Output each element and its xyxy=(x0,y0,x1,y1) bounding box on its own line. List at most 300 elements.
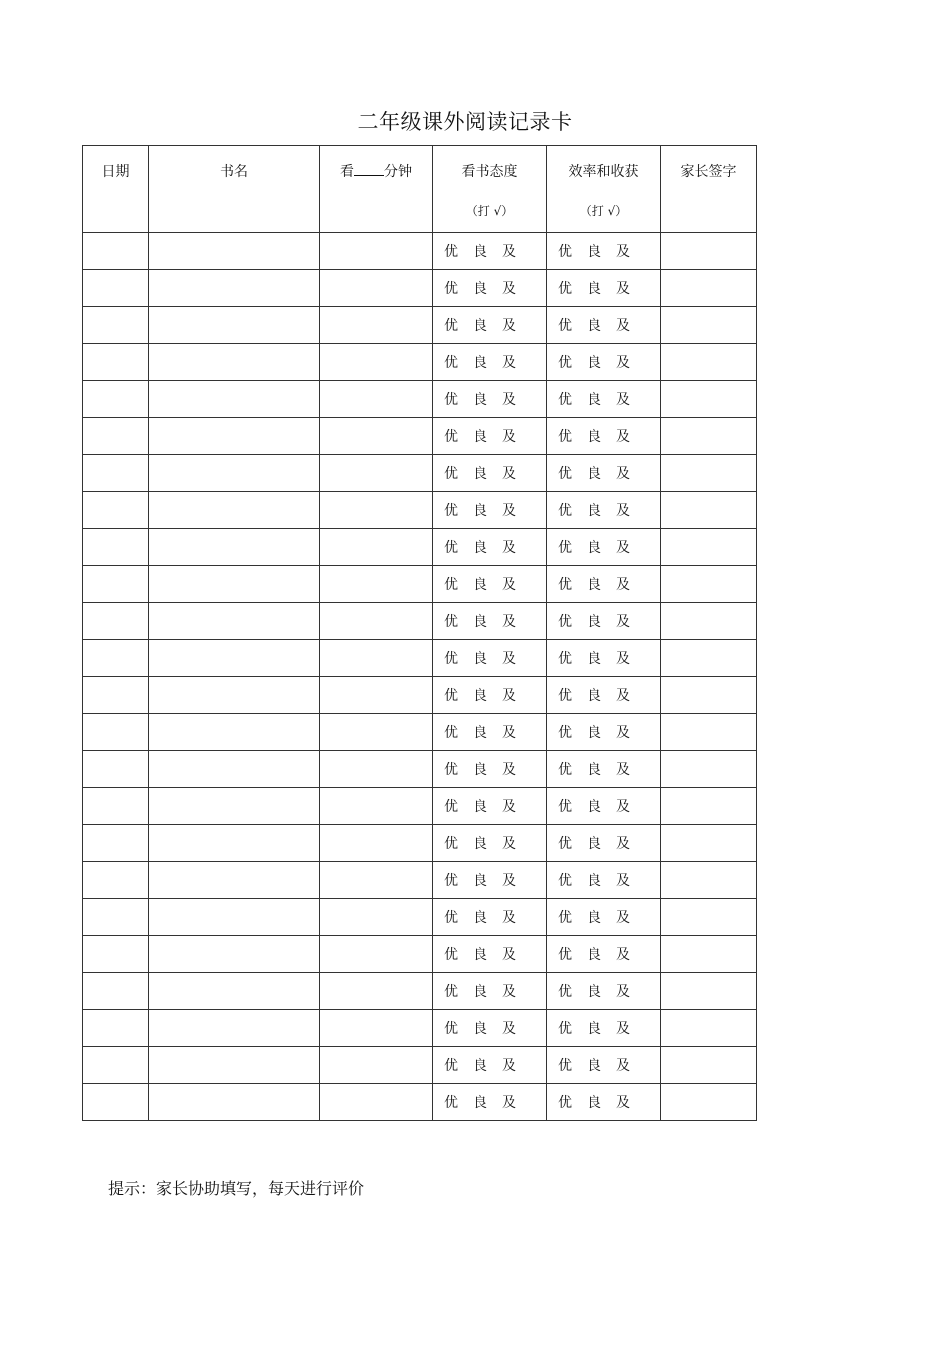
attitude-rating-cell xyxy=(433,1084,547,1121)
minutes-cell[interactable] xyxy=(320,862,433,899)
rating-option[interactable]: 优 xyxy=(558,910,572,926)
rating-option[interactable]: 良 xyxy=(473,873,487,889)
rating-option[interactable]: 良 xyxy=(473,281,487,297)
rating-option[interactable]: 良 xyxy=(473,984,487,1000)
rating-option[interactable]: 良 xyxy=(587,466,601,482)
rating-option[interactable]: 及 xyxy=(502,984,516,1000)
attitude-rating-options xyxy=(433,574,546,594)
attitude-rating-options xyxy=(433,722,546,742)
signature-cell[interactable] xyxy=(661,825,757,862)
rating-option[interactable]: 及 xyxy=(502,910,516,926)
date-cell[interactable] xyxy=(83,455,149,492)
rating-option[interactable]: 及 xyxy=(616,873,630,889)
minutes-cell[interactable] xyxy=(320,1010,433,1047)
rating-option[interactable]: 及 xyxy=(616,910,630,926)
minutes-cell[interactable] xyxy=(320,1084,433,1121)
rating-option[interactable]: 优 xyxy=(444,1095,458,1111)
rating-option[interactable]: 良 xyxy=(587,1095,601,1111)
minutes-cell[interactable] xyxy=(320,270,433,307)
rating-option[interactable]: 优 xyxy=(444,577,458,593)
rating-option[interactable]: 良 xyxy=(587,799,601,815)
efficiency-rating-cell xyxy=(547,492,661,529)
rating-option[interactable]: 及 xyxy=(502,1021,516,1037)
rating-option[interactable]: 良 xyxy=(587,836,601,852)
rating-option[interactable]: 及 xyxy=(502,281,516,297)
rating-option[interactable]: 良 xyxy=(473,318,487,334)
signature-cell[interactable] xyxy=(661,677,757,714)
rating-option[interactable]: 优 xyxy=(558,392,572,408)
rating-option[interactable]: 及 xyxy=(502,466,516,482)
book-cell[interactable] xyxy=(149,381,320,418)
rating-option[interactable]: 及 xyxy=(502,873,516,889)
rating-option[interactable]: 及 xyxy=(616,577,630,593)
date-cell[interactable] xyxy=(83,973,149,1010)
efficiency-rating-cell xyxy=(547,455,661,492)
rating-option[interactable]: 优 xyxy=(558,1058,572,1074)
signature-cell[interactable] xyxy=(661,307,757,344)
signature-cell[interactable] xyxy=(661,492,757,529)
rating-option[interactable]: 良 xyxy=(587,503,601,519)
efficiency-rating-options xyxy=(547,241,660,261)
book-cell[interactable] xyxy=(149,973,320,1010)
rating-option[interactable]: 及 xyxy=(616,799,630,815)
rating-option[interactable]: 优 xyxy=(444,429,458,445)
book-cell[interactable] xyxy=(149,1010,320,1047)
header-efficiency xyxy=(547,146,661,233)
table-row xyxy=(83,455,757,492)
rating-option[interactable]: 优 xyxy=(558,429,572,445)
rating-option[interactable]: 优 xyxy=(444,355,458,371)
attitude-rating-options xyxy=(433,1018,546,1038)
minutes-cell[interactable] xyxy=(320,529,433,566)
rating-option[interactable]: 及 xyxy=(502,688,516,704)
minutes-cell[interactable] xyxy=(320,455,433,492)
minutes-cell[interactable] xyxy=(320,677,433,714)
attitude-rating-options xyxy=(433,278,546,298)
rating-option[interactable]: 及 xyxy=(616,688,630,704)
book-cell[interactable] xyxy=(149,1084,320,1121)
signature-cell[interactable] xyxy=(661,529,757,566)
rating-option[interactable]: 良 xyxy=(473,651,487,667)
rating-option[interactable]: 优 xyxy=(558,577,572,593)
rating-option[interactable]: 优 xyxy=(444,1058,458,1074)
rating-option[interactable]: 及 xyxy=(502,577,516,593)
rating-option[interactable]: 优 xyxy=(444,836,458,852)
efficiency-rating-cell xyxy=(547,529,661,566)
table-row xyxy=(83,381,757,418)
date-cell[interactable] xyxy=(83,825,149,862)
book-cell[interactable] xyxy=(149,455,320,492)
rating-option[interactable]: 及 xyxy=(616,392,630,408)
rating-option[interactable]: 及 xyxy=(616,540,630,556)
signature-cell[interactable] xyxy=(661,455,757,492)
minutes-cell[interactable] xyxy=(320,492,433,529)
date-cell[interactable] xyxy=(83,1084,149,1121)
rating-option[interactable]: 良 xyxy=(473,355,487,371)
rating-option[interactable]: 及 xyxy=(502,1095,516,1111)
book-cell[interactable] xyxy=(149,751,320,788)
rating-option[interactable]: 及 xyxy=(616,466,630,482)
minutes-cell[interactable] xyxy=(320,1047,433,1084)
rating-option[interactable]: 优 xyxy=(444,540,458,556)
date-cell[interactable] xyxy=(83,529,149,566)
rating-option[interactable]: 优 xyxy=(558,503,572,519)
attitude-rating-cell xyxy=(433,529,547,566)
efficiency-rating-cell xyxy=(547,1010,661,1047)
book-cell[interactable] xyxy=(149,270,320,307)
rating-option[interactable]: 优 xyxy=(444,688,458,704)
rating-option[interactable]: 优 xyxy=(558,1095,572,1111)
date-cell[interactable] xyxy=(83,1047,149,1084)
rating-option[interactable]: 优 xyxy=(558,836,572,852)
rating-option[interactable]: 良 xyxy=(473,1058,487,1074)
minutes-cell[interactable] xyxy=(320,973,433,1010)
date-cell[interactable] xyxy=(83,714,149,751)
rating-option[interactable]: 良 xyxy=(473,725,487,741)
signature-cell[interactable] xyxy=(661,344,757,381)
date-cell[interactable] xyxy=(83,751,149,788)
date-cell[interactable] xyxy=(83,1010,149,1047)
header-date: 日期 xyxy=(83,146,149,233)
rating-option[interactable]: 良 xyxy=(587,910,601,926)
rating-option[interactable]: 良 xyxy=(587,651,601,667)
rating-option[interactable]: 优 xyxy=(444,762,458,778)
rating-option[interactable]: 优 xyxy=(558,651,572,667)
signature-cell[interactable] xyxy=(661,381,757,418)
date-cell[interactable] xyxy=(83,603,149,640)
efficiency-rating-options xyxy=(547,685,660,705)
efficiency-rating-options xyxy=(547,574,660,594)
signature-cell[interactable] xyxy=(661,418,757,455)
rating-option[interactable]: 及 xyxy=(502,836,516,852)
rating-option[interactable]: 良 xyxy=(587,984,601,1000)
rating-option[interactable]: 优 xyxy=(558,1021,572,1037)
rating-option[interactable]: 及 xyxy=(502,503,516,519)
rating-option[interactable]: 优 xyxy=(558,984,572,1000)
rating-option[interactable]: 优 xyxy=(558,725,572,741)
rating-option[interactable]: 良 xyxy=(473,540,487,556)
rating-option[interactable]: 良 xyxy=(473,836,487,852)
efficiency-rating-options xyxy=(547,1055,660,1075)
rating-option[interactable]: 及 xyxy=(616,614,630,630)
minutes-cell[interactable] xyxy=(320,566,433,603)
attitude-rating-options xyxy=(433,796,546,816)
rating-option[interactable]: 良 xyxy=(587,355,601,371)
signature-cell[interactable] xyxy=(661,233,757,270)
rating-option[interactable]: 良 xyxy=(473,799,487,815)
rating-option[interactable]: 优 xyxy=(558,688,572,704)
rating-option[interactable]: 良 xyxy=(473,688,487,704)
attitude-rating-cell xyxy=(433,233,547,270)
rating-option[interactable]: 优 xyxy=(444,910,458,926)
book-cell[interactable] xyxy=(149,714,320,751)
rating-option[interactable]: 良 xyxy=(473,503,487,519)
rating-option[interactable]: 优 xyxy=(444,873,458,889)
rating-option[interactable]: 优 xyxy=(444,244,458,260)
date-cell[interactable] xyxy=(83,677,149,714)
minutes-cell[interactable] xyxy=(320,344,433,381)
table-row xyxy=(83,936,757,973)
signature-cell[interactable] xyxy=(661,788,757,825)
date-cell[interactable] xyxy=(83,899,149,936)
rating-option[interactable]: 优 xyxy=(558,355,572,371)
rating-option[interactable]: 优 xyxy=(444,947,458,963)
rating-option[interactable]: 优 xyxy=(558,540,572,556)
efficiency-rating-options xyxy=(547,611,660,631)
book-cell[interactable] xyxy=(149,640,320,677)
rating-option[interactable]: 及 xyxy=(502,947,516,963)
signature-cell[interactable] xyxy=(661,1084,757,1121)
minutes-cell[interactable] xyxy=(320,788,433,825)
efficiency-rating-cell xyxy=(547,603,661,640)
efficiency-rating-cell xyxy=(547,973,661,1010)
rating-option[interactable]: 优 xyxy=(558,281,572,297)
date-cell[interactable] xyxy=(83,862,149,899)
table-row xyxy=(83,788,757,825)
attitude-rating-cell xyxy=(433,788,547,825)
rating-option[interactable]: 优 xyxy=(444,614,458,630)
table-header-row xyxy=(83,146,757,233)
attitude-rating-cell xyxy=(433,862,547,899)
book-cell[interactable] xyxy=(149,899,320,936)
rating-option[interactable]: 良 xyxy=(473,1021,487,1037)
book-cell[interactable] xyxy=(149,936,320,973)
table-row xyxy=(83,566,757,603)
rating-option[interactable]: 及 xyxy=(502,429,516,445)
efficiency-rating-cell xyxy=(547,862,661,899)
header-minutes-suffix: 分钟 xyxy=(384,164,412,180)
rating-option[interactable]: 及 xyxy=(616,836,630,852)
date-cell[interactable] xyxy=(83,233,149,270)
attitude-rating-cell xyxy=(433,381,547,418)
attitude-rating-options xyxy=(433,426,546,446)
book-cell[interactable] xyxy=(149,492,320,529)
signature-cell[interactable] xyxy=(661,1010,757,1047)
signature-cell[interactable] xyxy=(661,973,757,1010)
rating-option[interactable]: 良 xyxy=(587,614,601,630)
efficiency-rating-cell xyxy=(547,566,661,603)
date-cell[interactable] xyxy=(83,936,149,973)
rating-option[interactable]: 良 xyxy=(473,466,487,482)
rating-option[interactable]: 良 xyxy=(473,1095,487,1111)
signature-cell[interactable] xyxy=(661,751,757,788)
rating-option[interactable]: 良 xyxy=(587,244,601,260)
rating-option[interactable]: 及 xyxy=(616,1021,630,1037)
book-cell[interactable] xyxy=(149,566,320,603)
rating-option[interactable]: 及 xyxy=(502,1058,516,1074)
rating-option[interactable]: 优 xyxy=(444,392,458,408)
footer-tip: 提示：家长协助填写，每天进行评价 xyxy=(108,1179,365,1198)
rating-option[interactable]: 良 xyxy=(473,429,487,445)
rating-option[interactable]: 良 xyxy=(473,392,487,408)
rating-option[interactable]: 及 xyxy=(502,762,516,778)
rating-option[interactable]: 优 xyxy=(444,984,458,1000)
rating-option[interactable]: 及 xyxy=(616,355,630,371)
rating-option[interactable]: 及 xyxy=(616,762,630,778)
rating-option[interactable]: 及 xyxy=(502,540,516,556)
rating-option[interactable]: 及 xyxy=(616,244,630,260)
minutes-cell[interactable] xyxy=(320,714,433,751)
rating-option[interactable]: 及 xyxy=(502,725,516,741)
rating-option[interactable]: 优 xyxy=(558,873,572,889)
date-cell[interactable] xyxy=(83,788,149,825)
rating-option[interactable]: 及 xyxy=(616,725,630,741)
rating-option[interactable]: 及 xyxy=(502,318,516,334)
signature-cell[interactable] xyxy=(661,714,757,751)
header-attitude-note: （打 √） xyxy=(465,204,514,218)
rating-option[interactable]: 优 xyxy=(444,1021,458,1037)
page-title: 二年级课外阅读记录卡 xyxy=(357,110,573,134)
rating-option[interactable]: 优 xyxy=(558,762,572,778)
attitude-rating-options xyxy=(433,648,546,668)
header-attitude xyxy=(433,146,547,233)
efficiency-rating-options xyxy=(547,833,660,853)
minutes-cell[interactable] xyxy=(320,751,433,788)
rating-option[interactable]: 优 xyxy=(444,799,458,815)
rating-option[interactable]: 良 xyxy=(587,873,601,889)
rating-option[interactable]: 良 xyxy=(473,947,487,963)
minutes-cell[interactable] xyxy=(320,640,433,677)
signature-cell[interactable] xyxy=(661,566,757,603)
rating-option[interactable]: 及 xyxy=(616,947,630,963)
rating-option[interactable]: 良 xyxy=(587,1058,601,1074)
rating-option[interactable]: 优 xyxy=(558,318,572,334)
rating-option[interactable]: 及 xyxy=(616,429,630,445)
book-cell[interactable] xyxy=(149,788,320,825)
attitude-rating-cell xyxy=(433,825,547,862)
rating-option[interactable]: 优 xyxy=(444,651,458,667)
rating-option[interactable]: 优 xyxy=(444,466,458,482)
rating-option[interactable]: 及 xyxy=(616,984,630,1000)
rating-option[interactable]: 优 xyxy=(558,799,572,815)
efficiency-rating-options xyxy=(547,352,660,372)
book-cell[interactable] xyxy=(149,677,320,714)
rating-option[interactable]: 及 xyxy=(616,318,630,334)
signature-cell[interactable] xyxy=(661,270,757,307)
rating-option[interactable]: 良 xyxy=(587,688,601,704)
signature-cell[interactable] xyxy=(661,640,757,677)
table-row xyxy=(83,677,757,714)
rating-option[interactable]: 优 xyxy=(444,503,458,519)
rating-option[interactable]: 良 xyxy=(587,540,601,556)
rating-option[interactable]: 及 xyxy=(502,355,516,371)
date-cell[interactable] xyxy=(83,418,149,455)
date-cell[interactable] xyxy=(83,270,149,307)
rating-option[interactable]: 良 xyxy=(473,244,487,260)
minutes-cell[interactable] xyxy=(320,233,433,270)
efficiency-rating-cell xyxy=(547,788,661,825)
table-body xyxy=(83,233,757,1121)
rating-option[interactable]: 及 xyxy=(616,1058,630,1074)
rating-option[interactable]: 及 xyxy=(616,1095,630,1111)
date-cell[interactable] xyxy=(83,566,149,603)
signature-cell[interactable] xyxy=(661,936,757,973)
minutes-cell[interactable] xyxy=(320,381,433,418)
table-row xyxy=(83,270,757,307)
book-cell[interactable] xyxy=(149,307,320,344)
date-cell[interactable] xyxy=(83,307,149,344)
efficiency-rating-cell xyxy=(547,418,661,455)
rating-option[interactable]: 及 xyxy=(502,799,516,815)
signature-cell[interactable] xyxy=(661,862,757,899)
attitude-rating-options xyxy=(433,1092,546,1112)
signature-cell[interactable] xyxy=(661,1047,757,1084)
rating-option[interactable]: 良 xyxy=(587,1021,601,1037)
attitude-rating-cell xyxy=(433,1047,547,1084)
rating-option[interactable]: 优 xyxy=(558,614,572,630)
rating-option[interactable]: 优 xyxy=(444,318,458,334)
rating-option[interactable]: 优 xyxy=(444,281,458,297)
rating-option[interactable]: 良 xyxy=(587,392,601,408)
rating-option[interactable]: 优 xyxy=(444,725,458,741)
attitude-rating-options xyxy=(433,833,546,853)
attitude-rating-options xyxy=(433,907,546,927)
rating-option[interactable]: 良 xyxy=(473,762,487,778)
attitude-rating-cell xyxy=(433,344,547,381)
attitude-rating-options xyxy=(433,685,546,705)
efficiency-rating-cell xyxy=(547,825,661,862)
attitude-rating-options xyxy=(433,759,546,779)
rating-option[interactable]: 良 xyxy=(587,281,601,297)
signature-cell[interactable] xyxy=(661,899,757,936)
book-cell[interactable] xyxy=(149,418,320,455)
rating-option[interactable]: 及 xyxy=(616,281,630,297)
date-cell[interactable] xyxy=(83,344,149,381)
rating-option[interactable]: 良 xyxy=(587,577,601,593)
efficiency-rating-options xyxy=(547,944,660,964)
minutes-cell[interactable] xyxy=(320,825,433,862)
rating-option[interactable]: 及 xyxy=(502,614,516,630)
minutes-cell[interactable] xyxy=(320,603,433,640)
date-cell[interactable] xyxy=(83,640,149,677)
rating-option[interactable]: 良 xyxy=(587,947,601,963)
attitude-rating-options xyxy=(433,389,546,409)
signature-cell[interactable] xyxy=(661,603,757,640)
book-cell[interactable] xyxy=(149,344,320,381)
rating-option[interactable]: 良 xyxy=(587,318,601,334)
rating-option[interactable]: 良 xyxy=(587,762,601,778)
rating-option[interactable]: 优 xyxy=(558,244,572,260)
rating-option[interactable]: 良 xyxy=(473,614,487,630)
rating-option[interactable]: 良 xyxy=(587,429,601,445)
rating-option[interactable]: 及 xyxy=(502,651,516,667)
rating-option[interactable]: 及 xyxy=(502,392,516,408)
book-cell[interactable] xyxy=(149,603,320,640)
date-cell[interactable] xyxy=(83,381,149,418)
rating-option[interactable]: 优 xyxy=(558,466,572,482)
book-cell[interactable] xyxy=(149,862,320,899)
book-cell[interactable] xyxy=(149,233,320,270)
rating-option[interactable]: 优 xyxy=(558,947,572,963)
minutes-cell[interactable] xyxy=(320,936,433,973)
rating-option[interactable]: 良 xyxy=(473,577,487,593)
minutes-cell[interactable] xyxy=(320,418,433,455)
rating-option[interactable]: 良 xyxy=(473,910,487,926)
minutes-cell[interactable] xyxy=(320,899,433,936)
rating-option[interactable]: 及 xyxy=(502,244,516,260)
header-attitude-label: 看书态度 xyxy=(461,164,518,180)
minutes-cell[interactable] xyxy=(320,307,433,344)
rating-option[interactable]: 及 xyxy=(616,503,630,519)
book-cell[interactable] xyxy=(149,529,320,566)
efficiency-rating-options xyxy=(547,1018,660,1038)
rating-option[interactable]: 良 xyxy=(587,725,601,741)
book-cell[interactable] xyxy=(149,825,320,862)
date-cell[interactable] xyxy=(83,492,149,529)
attitude-rating-cell xyxy=(433,307,547,344)
rating-option[interactable]: 及 xyxy=(616,651,630,667)
book-cell[interactable] xyxy=(149,1047,320,1084)
